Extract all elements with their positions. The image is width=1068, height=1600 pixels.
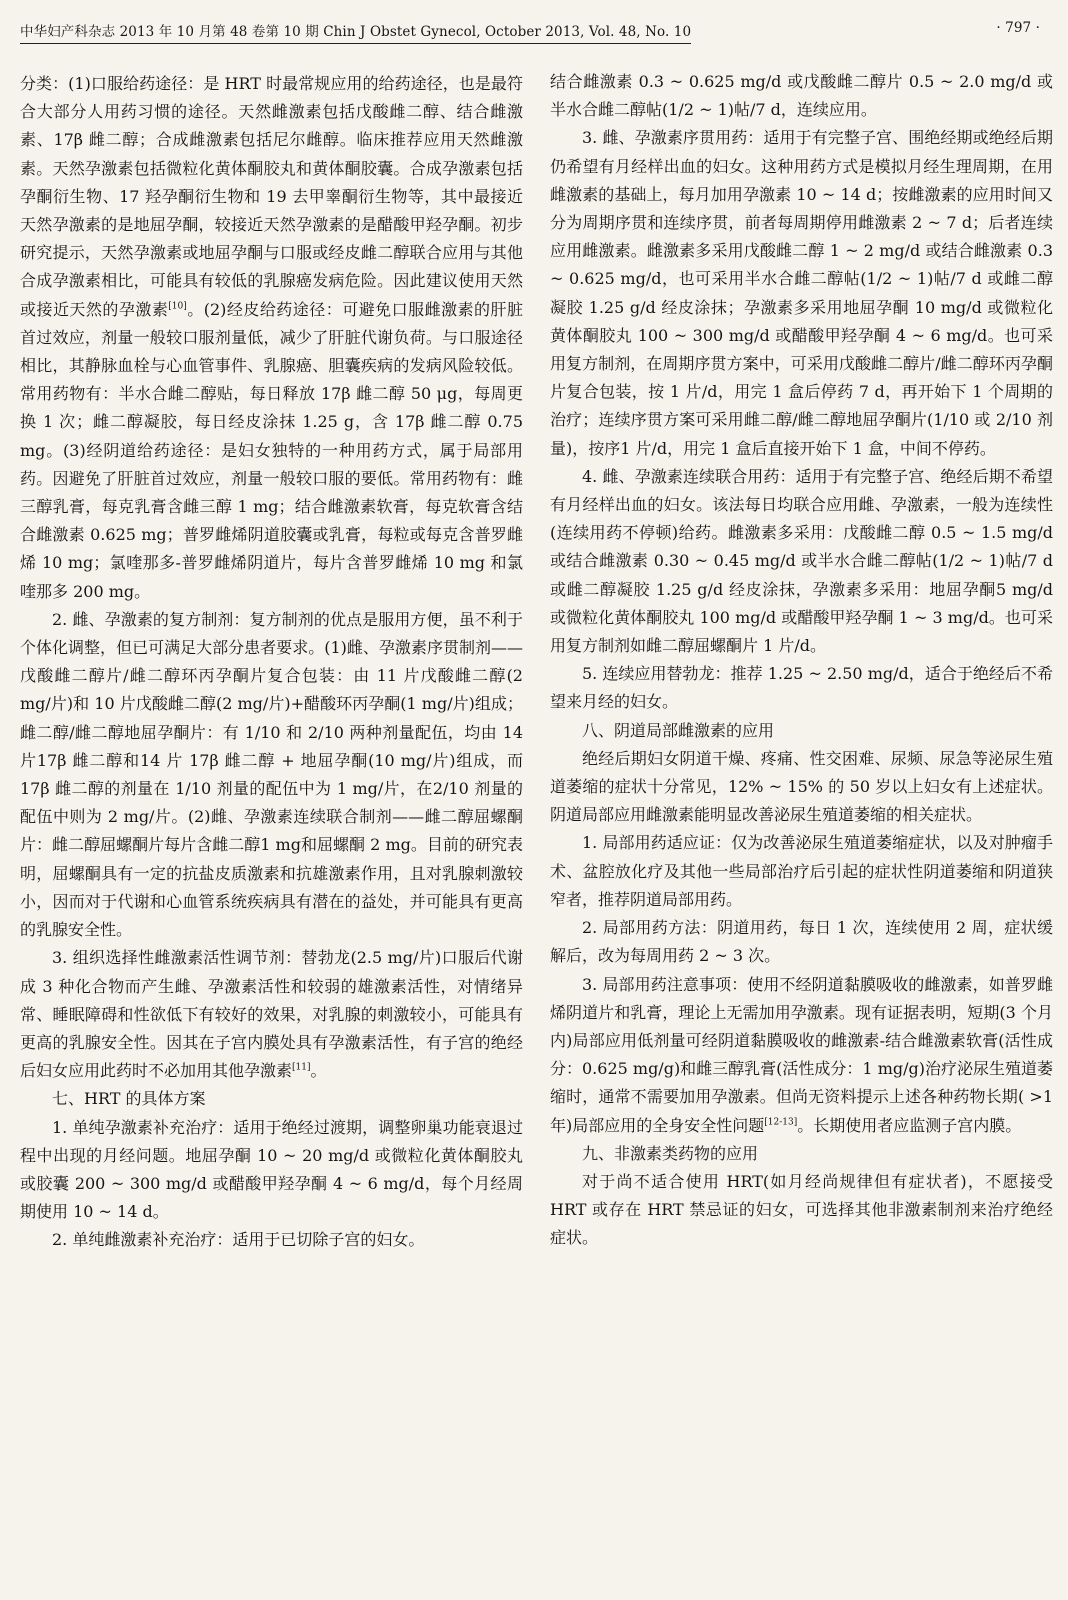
citation-ref[interactable]: [12-13] (764, 1117, 798, 1128)
paragraph: 1. 局部用药适应证：仅为改善泌尿生殖道萎缩症状，以及对肿瘤手术、盆腔放化疗及其他一些局部治疗后引起的症状性阴道萎缩和阴道狭窄者，推荐阴道局部用药。 (550, 833, 1053, 909)
paragraph: 对于尚不适合使用 HRT(如月经尚规律但有症状者)，不愿接受 HRT 或存在 HRT 禁忌证的妇女，可选择其他非激素制剂来治疗绝经症状。 (550, 1171, 1053, 1248)
paragraph: 3. 雌、孕激素序贯用药：适用于有完整子宫、围绝经期或绝经后期仍希望有月经样出血的妇女。这种用药方式是模拟月经生理周期，在用雌激素的基础上，每月加用孕激素 10 ~ 14 d；按雌激素的应用时间又分为周期序贯和连续序贯，前者每周期停用雌激素 2 ~ 7 d；后者连续应用雌激素。雌激素多采用戊酸雌二醇 1 ~ 2 mg/d 或结合雌激素 0.3 ~ 0.625 mg/d，也可采用半水合雌二醇帖(1/2 ~ 1)帖/7 d 或雌二醇凝胶 1.25 g/d 经皮涂抹；孕激素多采用地屈孕酮 10 mg/d 或微粒化黄体酮胶丸 100 ~ 300 mg/d 或醋酸甲羟孕酮 4 ~ 6 mg/d。也可采用复方制剂，在周期序贯方案中，可采用戊酸雌二醇片/雌二醇环丙孕酮片复合包装，按 1 片/d，用完 1 盒后停药 7 d，再开始下 1 个周期的治疗；连续序贯方案可采用雌二醇/雌二醇地屈孕酮片(1/10 或 2/10 剂量)，按序1 片/d，用完 1 盒后直接开始下 1 盒，中间不停药。 (550, 128, 1053, 458)
paragraph: 结合雌激素 0.3 ~ 0.625 mg/d 或戊酸雌二醇片 0.5 ~ 2.0 mg/d 或半水合雌二醇帖(1/2 ~ 1)帖/7 d，连续应用。 (550, 72, 1053, 120)
paragraph: 3. 组织选择性雌激素活性调节剂：替勃龙(2.5 mg/片)口服后代谢成 3 种化合物而产生雌、孕激素活性和较弱的雄激素活性，对情绪异常、睡眠障碍和性欲低下有较好的效果，对乳腺的刺激较小，可能具有更高的乳腺安全性。因其在子宫内膜处具有孕激素活性，有子宫的绝经后妇女应用此药时不必加用其他孕激素[11]。 (20, 948, 523, 1081)
paragraph: 2. 雌、孕激素的复方制剂：复方制剂的优点是服用方便，虽不利于个体化调整，但已可满足大部分患者要求。(1)雌、孕激素序贯制剂——戊酸雌二醇片/雌二醇环丙孕酮片复合包装：由 11 片戊酸雌二醇(2 mg/片)和 10 片戊酸雌二醇(2 mg/片)+醋酸环丙孕酮(1 mg/片)组成；雌二醇/雌二醇地屈孕酮片：有 1/10 和 2/10 两种剂量配伍，均由 14 片17β 雌二醇和14 片 17β 雌二醇 + 地屈孕酮(10 mg/片)组成，而 17β 雌二醇的剂量在 1/10 剂量的配伍中为 1 mg/片，在2/10 剂量的配伍中则为 2 mg/片。(2)雌、孕激素连续联合制剂——雌二醇屈螺酮片：雌二醇屈螺酮片每片含雌二醇1 mg和屈螺酮 2 mg。目前的研究表明，屈螺酮具有一定的抗盐皮质激素和抗雄激素作用，且对乳腺刺激较小，因而对于代谢和心血管系统疾病具有潜在的益处，并可能具有更高的乳腺安全性。 (20, 609, 523, 940)
paragraph: 3. 局部用药注意事项：使用不经阴道黏膜吸收的雌激素，如普罗雌烯阴道片和乳膏，理论上无需加用孕激素。现有证据表明，短期(3 个月内)局部应用低剂量可经阴道黏膜吸收的雌激素-结合雌激素软膏(活性成分：0.625 mg/g)和雌三醇乳膏(活性成分：1 mg/g)治疗泌尿生殖道萎缩时，通常不需要加用孕激素。但尚无资料提示上述各种药物长期( >1 年)局部应用的全身安全性问题[12-13]。长期使用者应监测子宫内膜。 (550, 974, 1053, 1135)
journal-citation: 中华妇产科杂志 2013 年 10 月第 48 卷第 10 期 Chin J Obstet Gynecol, October 2013, Vol. 48, No. 10 (20, 20, 691, 44)
running-header (20, 18, 1048, 46)
paragraph: 5. 连续应用替勃龙：推荐 1.25 ~ 2.50 mg/d，适合于绝经后不希望来月经的妇女。 (550, 664, 1053, 712)
citation-ref[interactable]: [11] (292, 1062, 311, 1073)
paragraph: 4. 雌、孕激素连续联合用药：适用于有完整子宫、绝经后期不希望有月经样出血的妇女。该法每日均联合应用雌、孕激素，一般为连续性(连续用药不停顿)给药。雌激素多采用：戊酸雌二醇 0.5 ~ 1.5 mg/d 或结合雌激素 0.30 ~ 0.45 mg/d 或半水合雌二醇帖(1/2 ~ 1)帖/7 d 或雌二醇凝胶 1.25 g/d 经皮涂抹，孕激素多采用：地屈孕酮5 mg/d 或微粒化黄体酮胶丸 100 mg/d 或醋酸甲羟孕酮 1 ~ 3 mg/d。也可采用复方制剂如雌二醇屈螺酮片 1 片/d。 (550, 466, 1053, 656)
right-column (550, 68, 1053, 1253)
paragraph: 2. 单纯雌激素补充治疗：适用于已切除子宫的妇女。 (52, 1230, 425, 1250)
section-heading: 九、非激素类药物的应用 (582, 1143, 759, 1163)
paragraph: 分类：(1)口服给药途径：是 HRT 时最常规应用的给药途径，也是最符合大部分人用药习惯的途径。天然雌激素包括戊酸雌二醇、结合雌激素、17β 雌二醇；合成雌激素包括尼尔雌醇。临床推荐应用天然雌激素。天然孕激素包括微粒化黄体酮胶丸和黄体酮胶囊。合成孕激素包括孕酮衍生物、17 羟孕酮衍生物和 19 去甲睾酮衍生物等，其中最接近天然孕激素的是地屈孕酮，较接近天然孕激素的是醋酸甲羟孕酮。初步研究提示，天然孕激素或地屈孕酮与口服或经皮雌二醇联合应用与其他合成孕激素相比，可能具有较低的乳腺癌发病危险。因此建议使用天然或接近天然的孕激素[10]。(2)经皮给药途径：可避免口服雌激素的肝脏首过效应，剂量一般较口服剂量低，减少了肝脏代谢负荷。与口服途径相比，其静脉血栓与心血管事件、乳腺癌、胆囊疾病的发病风险较低。常用药物有：半水合雌二醇贴，每日释放 17β 雌二醇 50 μg，每周更换 1 次；雌二醇凝胶，每日经皮涂抹 1.25 g，含 17β 雌二醇 0.75 mg。(3)经阴道给药途径：是妇女独特的一种用药方式，属于局部用药。因避免了肝脏首过效应，剂量一般较口服的要低。常用药物有：雌三醇乳膏，每克乳膏含雌三醇 1 mg；结合雌激素软膏，每克软膏含结合雌激素 0.625 mg；普罗雌烯阴道胶囊或乳膏，每粒或每克含普罗雌烯 10 mg；氯喹那多-普罗雌烯阴道片，每片含普罗雌烯 10 mg 和氯喹那多 200 mg。 (20, 74, 523, 601)
paragraph: 2. 局部用药方法：阴道用药，每日 1 次，连续使用 2 周，症状缓解后，改为每周用药 2 ~ 3 次。 (550, 918, 1053, 966)
left-column (20, 70, 523, 1255)
paragraph: 1. 单纯孕激素补充治疗：适用于绝经过渡期，调整卵巢功能衰退过程中出现的月经问题。地屈孕酮 10 ~ 20 mg/d 或微粒化黄体酮胶丸或胶囊 200 ~ 300 mg/d 或醋酸甲羟孕酮 4 ~ 6 mg/d，每个月经周期使用 10 ~ 14 d。 (20, 1117, 523, 1222)
section-heading: 七、HRT 的具体方案 (52, 1089, 206, 1109)
page-number: · 797 · (996, 20, 1040, 36)
citation-ref[interactable]: [10] (168, 301, 187, 312)
paragraph: 绝经后期妇女阴道干燥、疼痛、性交困难、尿频、尿急等泌尿生殖道萎缩的症状十分常见，12% ~ 15% 的 50 岁以上妇女有上述症状。阴道局部应用雌激素能明显改善泌尿生殖道萎缩的相关症状。 (550, 748, 1053, 825)
section-heading: 八、阴道局部雌激素的应用 (582, 720, 775, 740)
